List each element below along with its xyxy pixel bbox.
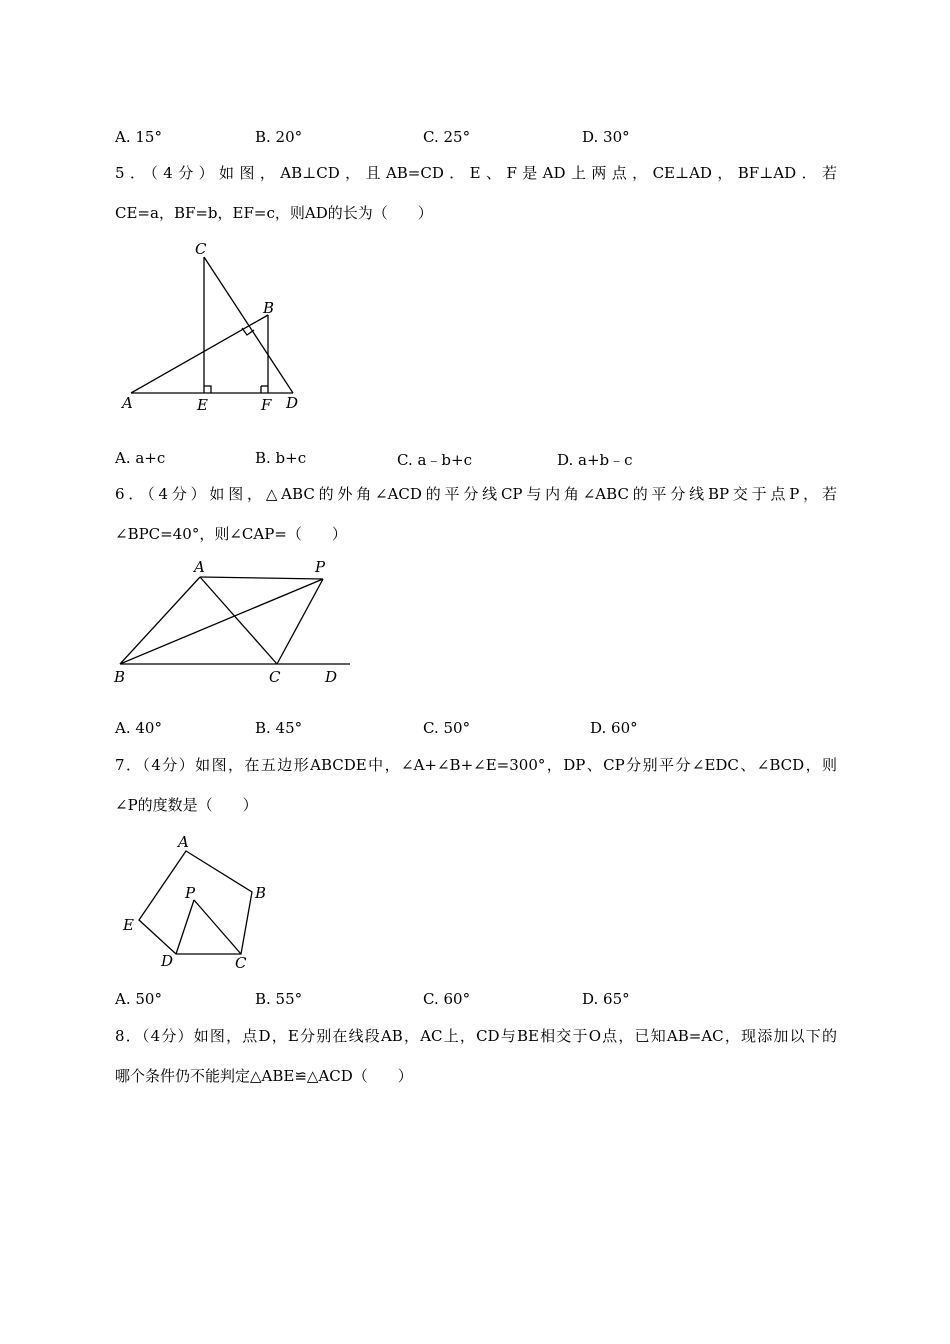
q7-option-a: A. 50° — [115, 990, 162, 1008]
q8-stem — [115, 1016, 837, 1096]
q6-stem — [115, 474, 837, 554]
q5-label-c: C — [195, 240, 207, 258]
q7-option-c: C. 60° — [423, 990, 471, 1008]
q5-option-b: B. b+c — [255, 449, 307, 467]
q7-label-p: P — [185, 884, 196, 902]
q5-label-d: D — [286, 394, 299, 412]
q6-option-c: C. 50° — [423, 719, 471, 737]
q5-option-d: D. a+b﹣c — [557, 451, 633, 469]
q6-label-a: A — [194, 558, 205, 576]
q5-stem-line2: CE=a，BF=b，EF=c，则AD的长为（ ） — [115, 204, 433, 222]
q5-label-f: F — [261, 396, 272, 414]
q6-option-a: A. 40° — [115, 719, 162, 737]
q5-label-e: E — [197, 396, 208, 414]
q5-stem-line1: 5．（4分）如图，AB⊥CD，且AB=CD．E、F是AD上两点，CE⊥AD，BF⊥AD．若 — [115, 164, 837, 182]
q6-segment-cp — [277, 579, 323, 664]
q6-stem-line2: ∠BPC=40°，则∠CAP=（ ） — [115, 525, 347, 543]
q6-segment-ac — [200, 577, 277, 664]
q6-stem-line1: 6．（4分）如图，△ABC的外角∠ACD的平分线CP与内角∠ABC的平分线BP交于点P，若 — [115, 485, 837, 503]
q7-label-e: E — [123, 916, 134, 934]
q4-option-b: B. 20° — [255, 128, 303, 146]
q7-segment-dp — [176, 900, 194, 954]
q6-label-d: D — [325, 668, 338, 686]
q5-segment-ab — [131, 315, 268, 393]
q7-label-c: C — [235, 954, 247, 972]
q5-stem — [115, 153, 837, 233]
q6-label-b: B — [114, 668, 126, 686]
q7-stem-line2: ∠P的度数是（ ） — [115, 796, 258, 814]
q5-label-a: A — [122, 394, 133, 412]
q4-option-d: D. 30° — [582, 128, 630, 146]
q7-stem-line1: 7．（4分）如图，在五边形ABCDE中，∠A+∠B+∠E=300°，DP、CP分别平分∠EDC、∠BCD，则 — [115, 756, 837, 774]
q7-option-d: D. 65° — [582, 990, 630, 1008]
q5-right-angle-e — [204, 386, 211, 393]
q7-label-a: A — [178, 833, 189, 851]
q8-stem-line1: 8．（4分）如图，点D，E分别在线段AB，AC上，CD与BE相交于O点，已知AB=AC，现添加以下的 — [115, 1027, 837, 1045]
q6-label-c: C — [269, 668, 281, 686]
q7-option-b: B. 55° — [255, 990, 303, 1008]
q6-label-p: P — [315, 558, 326, 576]
q6-figure — [110, 555, 360, 690]
q5-label-b: B — [263, 299, 275, 317]
q7-segment-cp — [194, 900, 241, 954]
q6-option-d: D. 60° — [590, 719, 638, 737]
q7-figure — [115, 830, 285, 975]
q6-segment-bp — [120, 579, 323, 664]
q6-segment-ba — [120, 577, 200, 664]
q7-stem — [115, 745, 837, 825]
q5-segment-cd — [204, 257, 293, 393]
q4-option-c: C. 25° — [423, 128, 471, 146]
q8-stem-line2: 哪个条件仍不能判定△ABE≌△ACD（ ） — [115, 1067, 413, 1085]
q5-figure — [115, 240, 315, 420]
q7-label-d: D — [161, 952, 174, 970]
q5-option-a: A. a+c — [115, 449, 166, 467]
q6-segment-ap — [200, 577, 323, 579]
q6-option-b: B. 45° — [255, 719, 303, 737]
q5-option-c: C. a﹣b+c — [397, 451, 472, 469]
q7-label-b: B — [255, 884, 267, 902]
q4-option-a: A. 15° — [115, 128, 162, 146]
